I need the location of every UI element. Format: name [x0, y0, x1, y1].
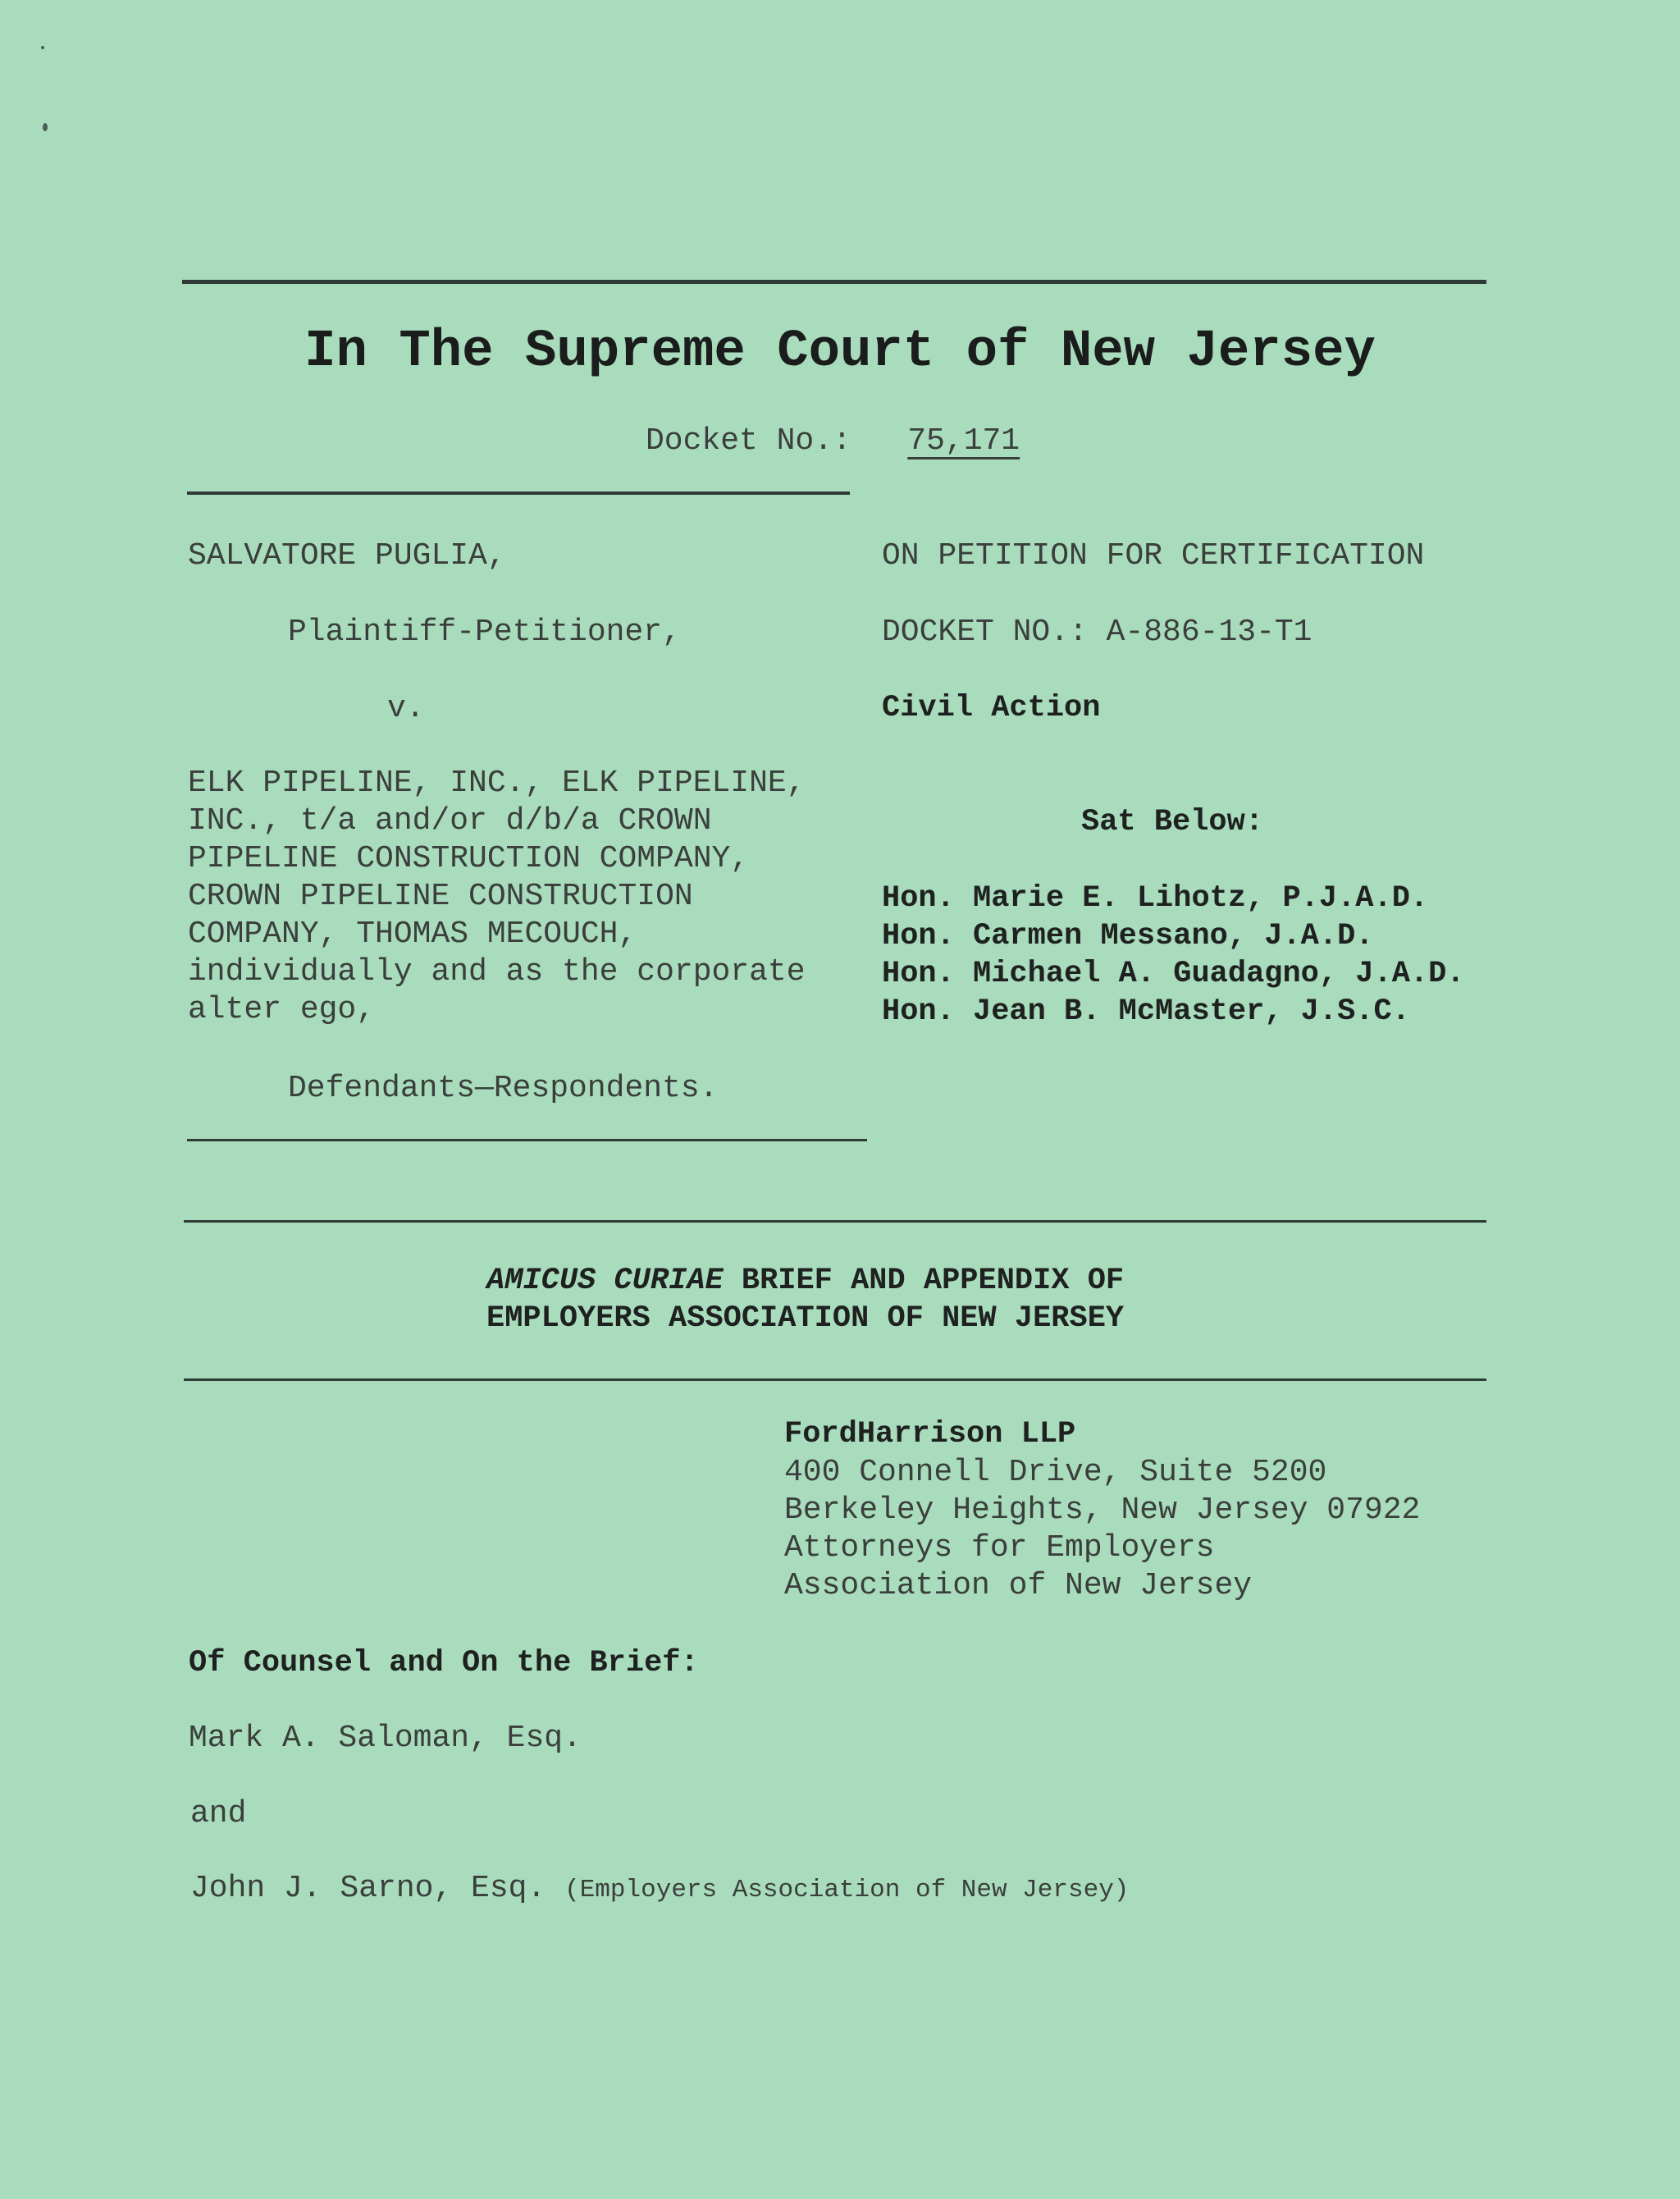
petition-label: ON PETITION FOR CERTIFICATION: [882, 538, 1425, 574]
plaintiff-role: Plaintiff-Petitioner,: [288, 615, 681, 650]
docket-value: 75,171: [907, 423, 1020, 459]
judge-line: Hon. Jean B. McMaster, J.S.C.: [882, 994, 1410, 1029]
firm-address-line: 400 Connell Drive, Suite 5200: [784, 1455, 1327, 1490]
judge-line: Hon. Carmen Messano, J.A.D.: [882, 919, 1374, 953]
defendant-line: ELK PIPELINE, INC., ELK PIPELINE,: [188, 766, 806, 801]
attorney-sarno: John J. Sarno, Esq.: [190, 1871, 546, 1906]
firm-address-line: Berkeley Heights, New Jersey 07922: [784, 1493, 1421, 1528]
attorney-sarno-affiliation: (Employers Association of New Jersey): [564, 1876, 1130, 1904]
attorney-sarno-line: [190, 1871, 1129, 1906]
scan-speck: [41, 46, 44, 49]
brief-title-line1: [486, 1262, 1124, 1300]
judge-line: Hon. Marie E. Lihotz, P.J.A.D.: [882, 881, 1429, 916]
judges-list: [882, 880, 1465, 1031]
caption-top-rule: [187, 491, 850, 495]
brief-title: [486, 1262, 1124, 1337]
brief-title-top-rule: [184, 1220, 1486, 1223]
defendant-line: CROWN PIPELINE CONSTRUCTION: [188, 879, 693, 914]
defendant-line: alter ego,: [188, 992, 376, 1027]
lower-docket: DOCKET NO.: A-886-13-T1: [882, 615, 1312, 650]
defendant-role: Defendants—Respondents.: [288, 1071, 719, 1106]
counsel-heading: Of Counsel and On the Brief:: [189, 1646, 699, 1680]
civil-action: Civil Action: [882, 691, 1101, 725]
defendant-line: PIPELINE CONSTRUCTION COMPANY,: [188, 841, 750, 876]
scan-speck: [43, 123, 48, 131]
judge-line: Hon. Michael A. Guadagno, J.A.D.: [882, 957, 1465, 991]
plaintiff-name: SALVATORE PUGLIA,: [188, 538, 506, 574]
attorney-saloman: Mark A. Saloman, Esq.: [189, 1721, 582, 1756]
counsel-and: and: [190, 1796, 247, 1831]
docket-number: [646, 423, 1020, 459]
defendant-line: INC., t/a and/or d/b/a CROWN: [188, 803, 712, 839]
top-rule: [182, 280, 1486, 284]
court-title: In The Supreme Court of New Jersey: [304, 322, 1376, 382]
caption-bottom-rule: [187, 1139, 867, 1141]
defendant-line: COMPANY, THOMAS MECOUCH,: [188, 917, 637, 952]
amicus-curiae-italic: AMICUS CURIAE: [486, 1264, 724, 1298]
defendant-line: individually and as the corporate: [188, 954, 806, 990]
firm-name: FordHarrison LLP: [784, 1417, 1076, 1452]
defendant-names: [188, 765, 806, 1029]
brief-title-line2: EMPLOYERS ASSOCIATION OF NEW JERSEY: [486, 1301, 1125, 1336]
firm-role-line: Attorneys for Employers: [784, 1530, 1215, 1566]
versus: v.: [387, 691, 425, 726]
brief-title-rest: BRIEF AND APPENDIX OF: [723, 1264, 1125, 1298]
docket-label: Docket No.:: [646, 423, 851, 459]
brief-title-bottom-rule: [184, 1378, 1486, 1381]
firm-details: [784, 1454, 1420, 1605]
sat-below-label: Sat Below:: [1081, 805, 1264, 839]
firm-role-line: Association of New Jersey: [784, 1568, 1253, 1603]
